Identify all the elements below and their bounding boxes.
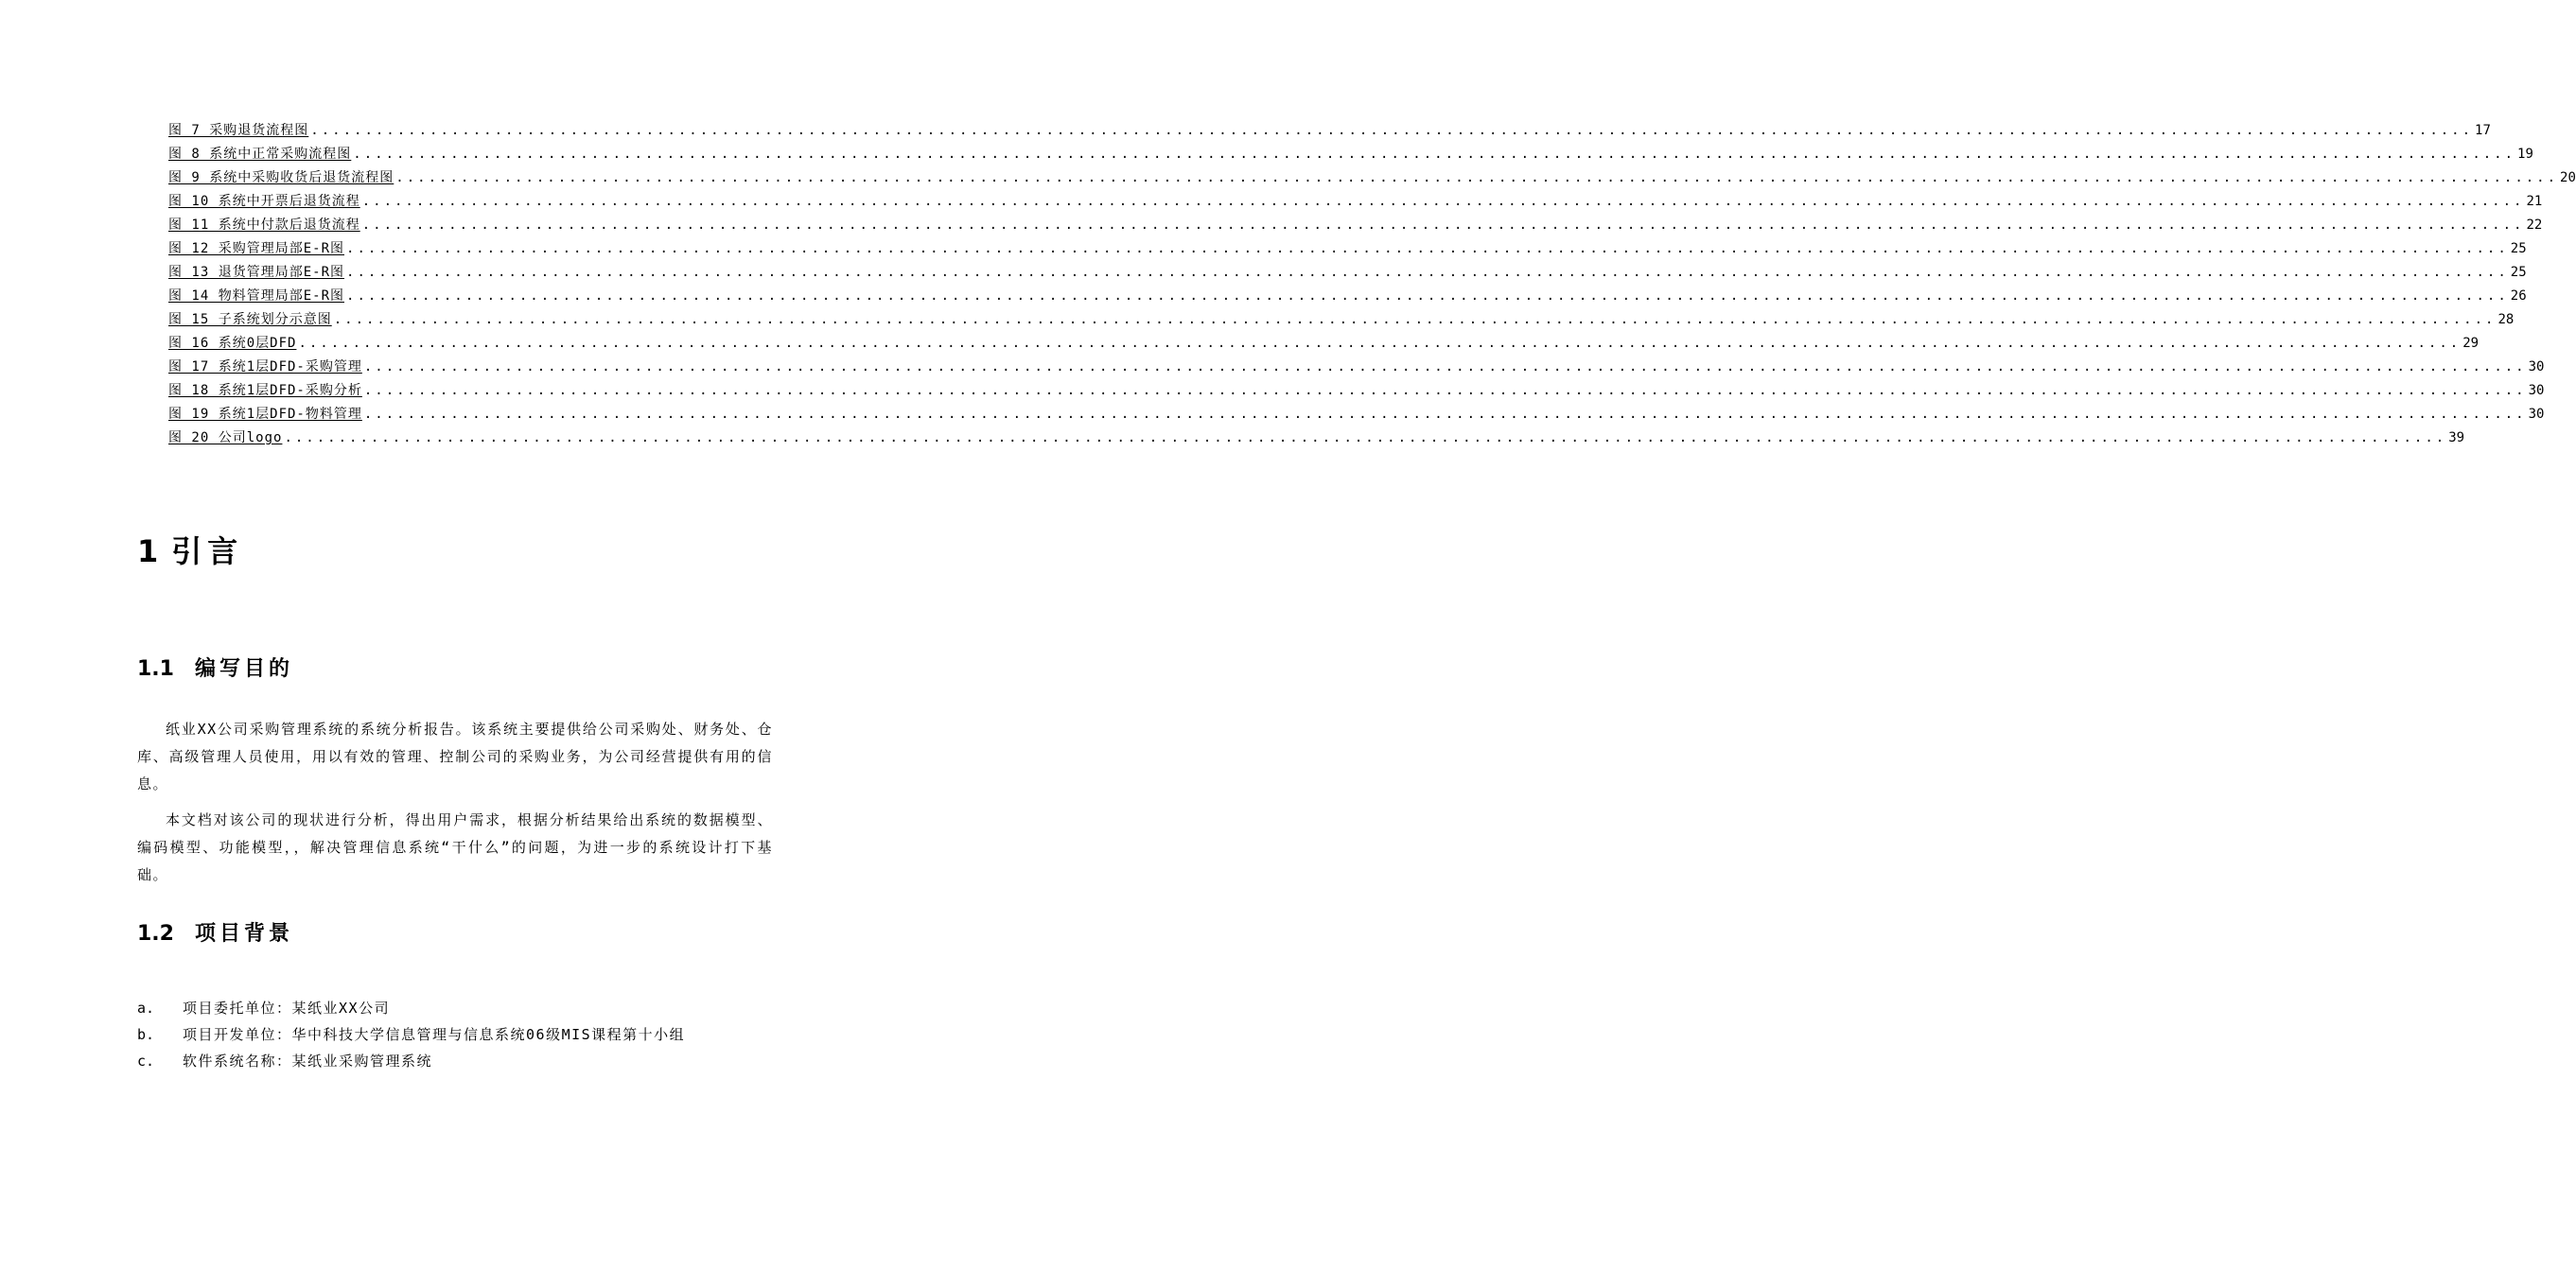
toc-entry-link[interactable]: 图 19 系统1层DFD-物料管理 [168, 407, 362, 422]
toc-page-number: 21 [2526, 194, 2543, 209]
toc-entry[interactable] [168, 379, 2545, 403]
toc-entry-link[interactable]: 图 8 系统中正常采购流程图 [168, 147, 352, 162]
toc-leader-dots: ........................................................................................................................................................................................................ [363, 407, 2527, 422]
list-item [137, 1048, 685, 1074]
toc-leader-dots: ........................................................................................................................................................................................................ [346, 288, 2509, 304]
list-marker: a. [137, 1000, 155, 1017]
list-item [137, 995, 685, 1021]
toc-leader-dots: ........................................................................................................................................................................................................ [284, 430, 2447, 445]
toc-entry-link[interactable]: 图 11 系统中付款后退货流程 [168, 218, 360, 233]
toc-leader-dots: ........................................................................................................................................................................................................ [310, 123, 2474, 138]
toc-entry-link[interactable]: 图 14 物料管理局部E-R图 [168, 288, 345, 304]
body-paragraph: 纸业XX公司采购管理系统的系统分析报告。该系统主要提供给公司采购处、财务处、仓库、高级管理人员使用，用以有效的管理、控制公司的采购业务，为公司经营提供有用的信息。 [137, 721, 773, 792]
list-marker: c. [137, 1053, 155, 1070]
list-item [137, 1021, 685, 1048]
toc-entry-link[interactable]: 图 20 公司logo [168, 430, 283, 445]
toc-entry-link[interactable]: 图 15 子系统划分示意图 [168, 312, 332, 327]
toc-entry[interactable] [168, 214, 2543, 237]
toc-entry-link[interactable]: 图 7 采购退货流程图 [168, 123, 309, 138]
chapter-heading [137, 528, 243, 571]
toc-leader-dots: ........................................................................................................................................................................................................ [353, 147, 2516, 162]
toc-page-number: 29 [2462, 336, 2480, 351]
toc-entry-link[interactable]: 图 13 退货管理局部E-R图 [168, 265, 345, 280]
toc-entry[interactable] [168, 261, 2527, 285]
toc-entry[interactable] [168, 332, 2480, 356]
list-item-text: 软件系统名称：某纸业采购管理系统 [183, 1053, 433, 1070]
toc-leader-dots: ........................................................................................................................................................................................................ [361, 218, 2525, 233]
toc-entry[interactable] [168, 190, 2543, 214]
list-item-text: 项目委托单位：某纸业XX公司 [183, 1000, 391, 1017]
toc-entry[interactable] [168, 356, 2545, 379]
toc-page-number: 26 [2510, 288, 2527, 304]
toc-page-number: 28 [2497, 312, 2515, 327]
section-heading-background [137, 917, 293, 947]
toc-leader-dots: ........................................................................................................................................................................................................ [346, 265, 2509, 280]
toc-page-number: 30 [2528, 383, 2545, 398]
toc-entry[interactable] [168, 308, 2515, 332]
toc-page-number: 22 [2526, 218, 2543, 233]
toc-page-number: 39 [2448, 430, 2465, 445]
chapter-title: 引言 [171, 533, 244, 569]
toc-page-number: 30 [2528, 407, 2545, 422]
toc-entry[interactable] [168, 119, 2491, 143]
section-heading-purpose [137, 653, 293, 682]
toc-page-number: 25 [2510, 241, 2527, 256]
toc-page-number: 20 [2560, 170, 2576, 185]
toc-entry-link[interactable]: 图 12 采购管理局部E-R图 [168, 241, 345, 256]
toc-page-number: 30 [2528, 359, 2545, 374]
list-item-text: 项目开发单位：华中科技大学信息管理与信息系统06级MIS课程第十小组 [183, 1026, 686, 1043]
body-paragraph: 本文档对该公司的现状进行分析，得出用户需求，根据分析结果给出系统的数据模型、编码模型、功能模型，，解决管理信息系统“干什么”的问题，为进一步的系统设计打下基础。 [137, 811, 773, 883]
toc-leader-dots: ........................................................................................................................................................................................................ [395, 170, 2559, 185]
toc-page-number: 25 [2510, 265, 2527, 280]
toc-leader-dots: ........................................................................................................................................................................................................ [333, 312, 2497, 327]
toc-leader-dots: ........................................................................................................................................................................................................ [346, 241, 2509, 256]
toc-entry-link[interactable]: 图 10 系统中开票后退货流程 [168, 194, 360, 209]
figure-table-of-contents [168, 119, 2576, 450]
toc-leader-dots: ........................................................................................................................................................................................................ [361, 194, 2525, 209]
toc-entry[interactable] [168, 166, 2576, 190]
toc-entry[interactable] [168, 403, 2545, 427]
toc-leader-dots: ........................................................................................................................................................................................................ [363, 383, 2527, 398]
chapter-number: 1 [137, 533, 159, 569]
section-title: 编写目的 [194, 657, 293, 681]
toc-page-number: 17 [2475, 123, 2491, 138]
toc-entry-link[interactable]: 图 16 系统0层DFD [168, 336, 297, 351]
list-marker: b. [137, 1026, 155, 1043]
toc-page-number: 19 [2517, 147, 2533, 162]
toc-entry[interactable] [168, 237, 2527, 261]
section-number: 1.2 [137, 922, 174, 946]
section-title: 项目背景 [194, 922, 293, 946]
toc-entry-link[interactable]: 图 18 系统1层DFD-采购分析 [168, 383, 362, 398]
toc-leader-dots: ........................................................................................................................................................................................................ [363, 359, 2527, 374]
toc-entry-link[interactable]: 图 17 系统1层DFD-采购管理 [168, 359, 362, 374]
toc-entry[interactable] [168, 427, 2465, 450]
project-info-list [137, 995, 685, 1074]
toc-leader-dots: ........................................................................................................................................................................................................ [298, 336, 2462, 351]
section-number: 1.1 [137, 657, 174, 681]
toc-entry-link[interactable]: 图 9 系统中采购收货后退货流程图 [168, 170, 394, 185]
toc-entry[interactable] [168, 143, 2533, 166]
toc-entry[interactable] [168, 285, 2527, 308]
